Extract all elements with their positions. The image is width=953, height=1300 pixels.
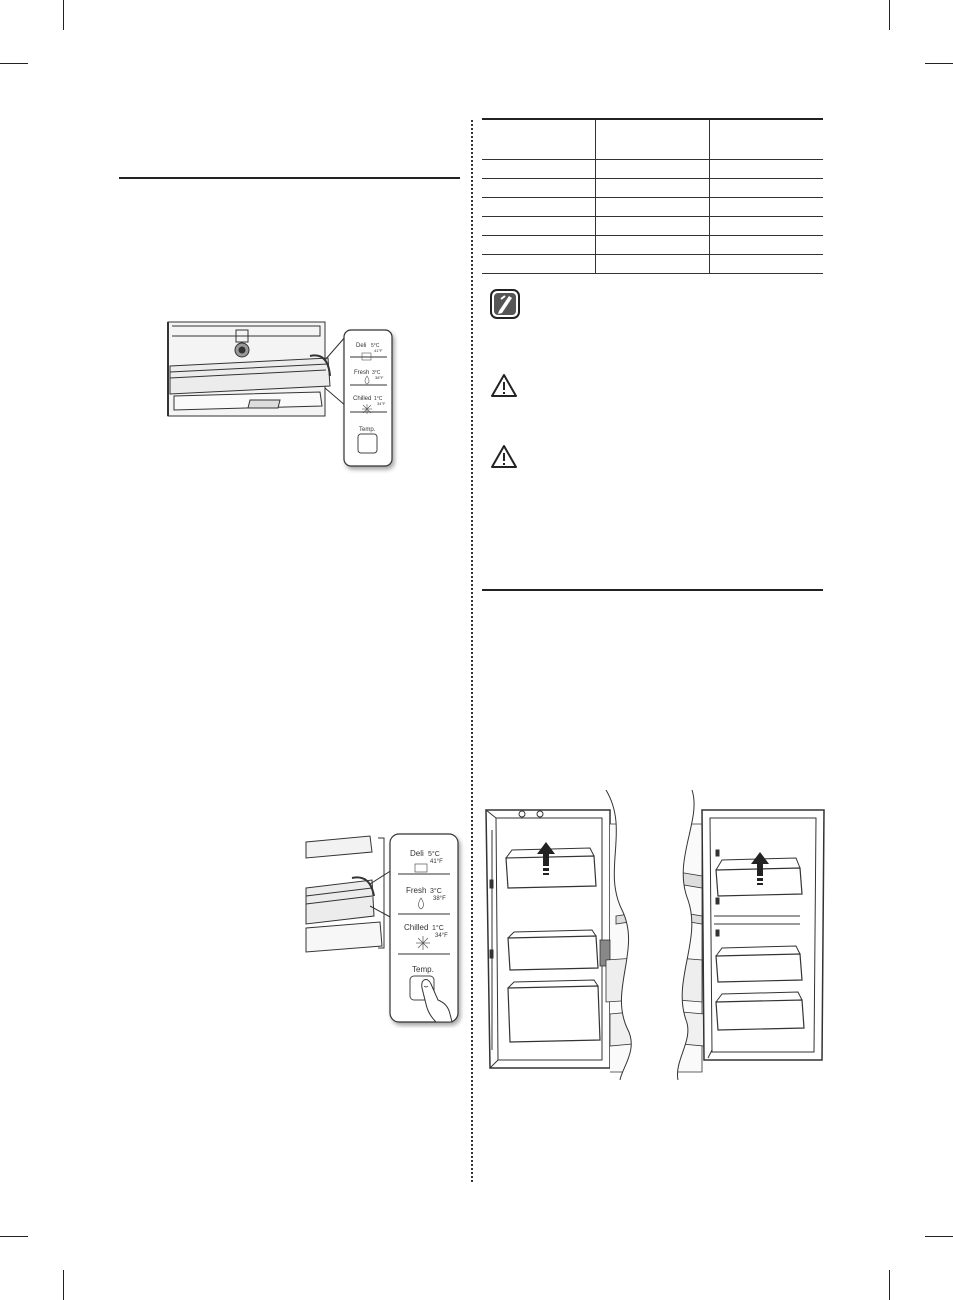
chilled-label: Chilled (404, 923, 429, 932)
crop-mark (63, 0, 64, 30)
crop-mark (889, 1270, 890, 1300)
deli-label: Deli (356, 343, 367, 349)
fresh-fahrenheit: 38°F (375, 375, 384, 380)
chilled-fahrenheit: 34°F (435, 933, 448, 939)
fresh-label: Fresh (406, 886, 427, 895)
crop-mark (889, 0, 890, 30)
table-row (482, 179, 823, 198)
table-row (482, 217, 823, 236)
deli-celsius: 5°C (371, 343, 380, 349)
table-row (482, 198, 823, 217)
chilled-celsius: 1°C (432, 925, 444, 932)
fresh-celsius: 3°C (372, 370, 381, 376)
deli-celsius: 5°C (428, 851, 440, 858)
deli-fahrenheit: 41°F (430, 859, 443, 865)
deli-label: Deli (410, 849, 424, 858)
refrigerator-doors-illustration (482, 790, 827, 1080)
temp-label: Temp. (412, 965, 434, 974)
temperature-table (482, 118, 823, 274)
crop-mark (63, 1270, 64, 1300)
chilled-fahrenheit: 34°F (377, 401, 386, 406)
section-rule-right (482, 589, 823, 591)
crop-mark (925, 1236, 953, 1237)
column-divider (471, 120, 473, 1182)
table-header-row (482, 119, 823, 160)
table-row (482, 160, 823, 179)
warning-icon (490, 373, 518, 398)
crop-mark (925, 63, 953, 64)
chilled-snowflake-icon (362, 404, 372, 414)
fresh-celsius: 3°C (430, 888, 442, 895)
table-row (482, 255, 823, 274)
chilled-snowflake-icon (416, 936, 430, 950)
warning-icon (490, 444, 518, 469)
chilled-celsius: 1°C (374, 396, 383, 402)
drawer-illustration-bottom (300, 828, 470, 1028)
fresh-label: Fresh (354, 370, 370, 376)
note-icon (490, 289, 520, 319)
chilled-label: Chilled (353, 396, 372, 402)
drawer-illustration-top (160, 316, 415, 474)
crop-mark (0, 1236, 28, 1237)
crop-mark (0, 63, 28, 64)
section-rule-left (119, 177, 460, 179)
deli-fahrenheit: 41°F (374, 348, 383, 353)
fresh-fahrenheit: 38°F (433, 896, 446, 902)
temp-label: Temp. (359, 427, 376, 433)
table-row (482, 236, 823, 255)
temp-button[interactable] (358, 434, 377, 453)
